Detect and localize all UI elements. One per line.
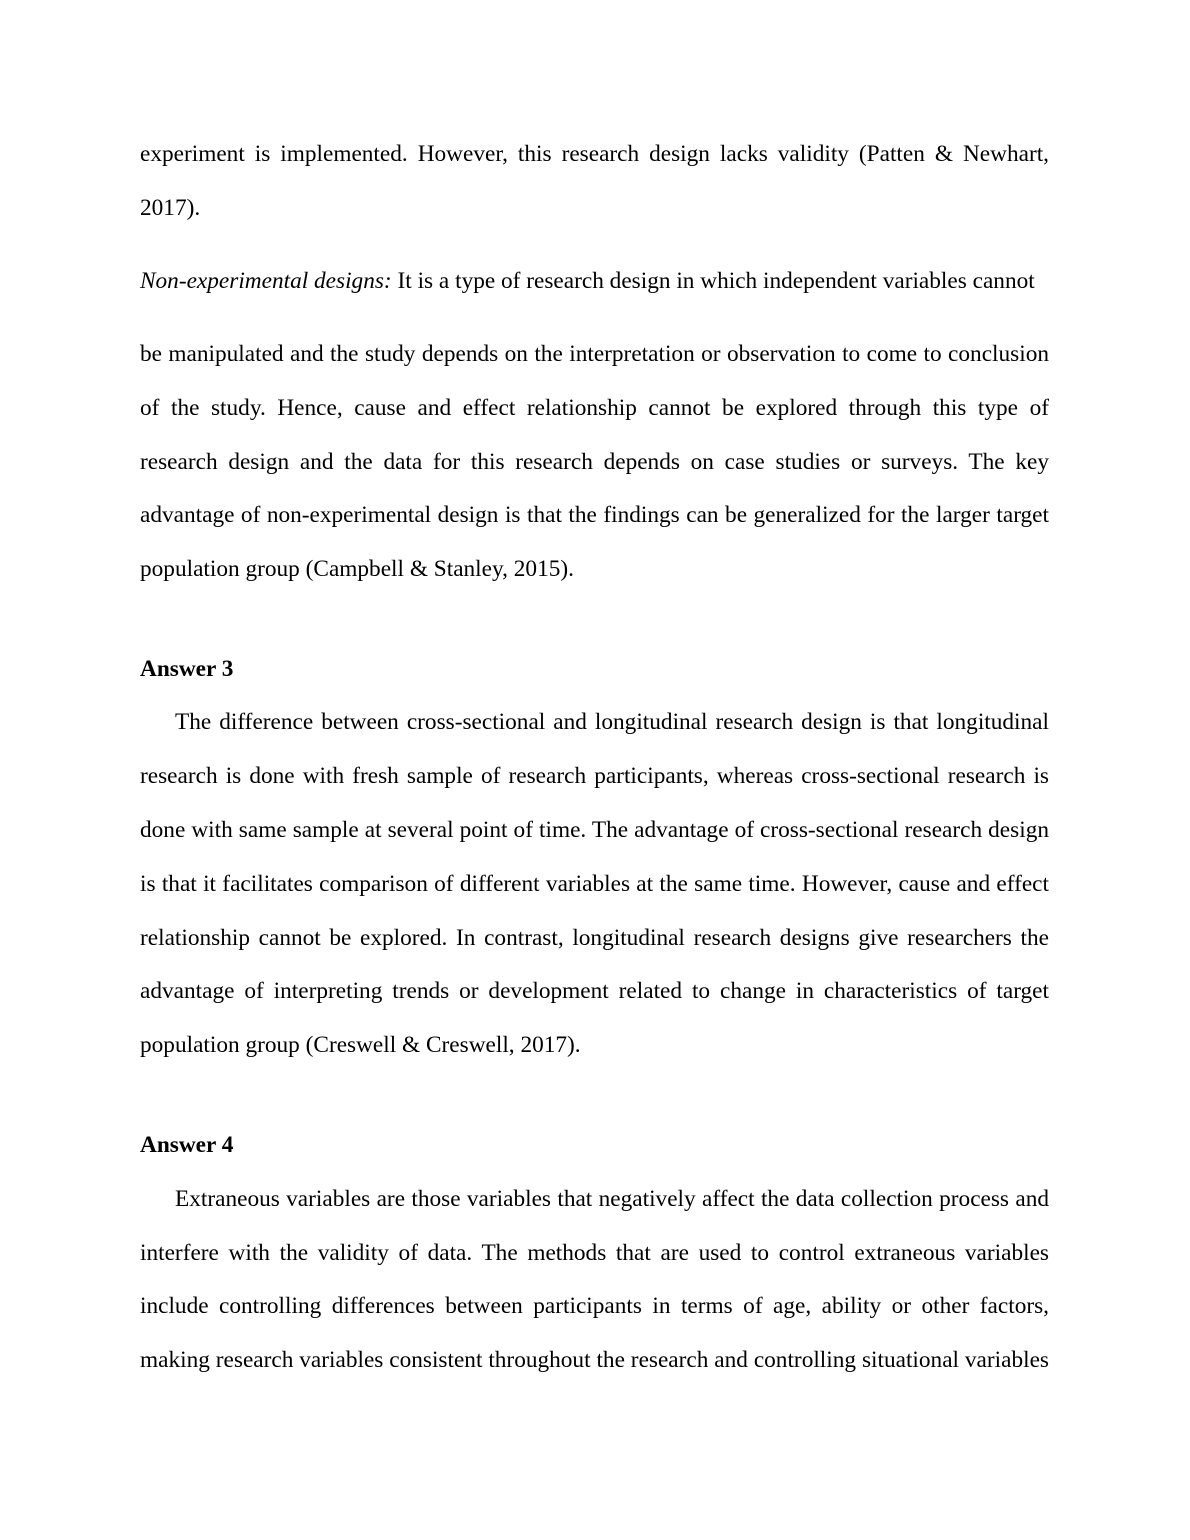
paragraph-non-experimental bbox=[140, 267, 1049, 295]
body-line: population group (Campbell & Stanley, 2015). bbox=[140, 556, 574, 582]
body-text: It is a type of research design in which independent variables cannot bbox=[391, 268, 1035, 294]
body-line: population group (Creswell & Creswell, 2017). bbox=[140, 1032, 581, 1058]
body-line: of the study. Hence, cause and effect relationship cannot be explored through this type of bbox=[140, 395, 1049, 421]
body-line: research design and the data for this research depends on case studies or surveys. The key bbox=[140, 449, 1049, 475]
body-line: be manipulated and the study depends on the interpretation or observation to come to conclusion bbox=[140, 341, 1049, 367]
body-line: research is done with fresh sample of research participants, whereas cross-sectional research is bbox=[140, 763, 1049, 789]
body-line: include controlling differences between participants in terms of age, ability or other factors, bbox=[140, 1293, 1049, 1319]
body-line: Extraneous variables are those variables that negatively affect the data collection process and bbox=[175, 1186, 1049, 1212]
body-line: experiment is implemented. However, this research design lacks validity (Patten & Newhart, bbox=[140, 141, 1049, 167]
body-line: making research variables consistent throughout the research and controlling situational variables bbox=[140, 1347, 1049, 1373]
term-label: Non-experimental designs: bbox=[140, 268, 392, 294]
body-line: interfere with the validity of data. The methods that are used to control extraneous variables bbox=[140, 1240, 1049, 1266]
body-line: advantage of non-experimental design is that the findings can be generalized for the larger target bbox=[140, 502, 1049, 528]
body-line: The difference between cross-sectional and longitudinal research design is that longitudinal bbox=[175, 709, 1049, 735]
body-line: done with same sample at several point of time. The advantage of cross-sectional research design bbox=[140, 817, 1049, 843]
body-line: relationship cannot be explored. In contrast, longitudinal research designs give researchers the bbox=[140, 925, 1049, 951]
body-line: is that it facilitates comparison of different variables at the same time. However, cause and effect bbox=[140, 871, 1049, 897]
answer-4-heading: Answer 4 bbox=[140, 1132, 234, 1158]
body-line: 2017). bbox=[140, 195, 201, 221]
body-line: advantage of interpreting trends or development related to change in characteristics of target bbox=[140, 978, 1049, 1004]
answer-3-heading: Answer 3 bbox=[140, 656, 234, 682]
